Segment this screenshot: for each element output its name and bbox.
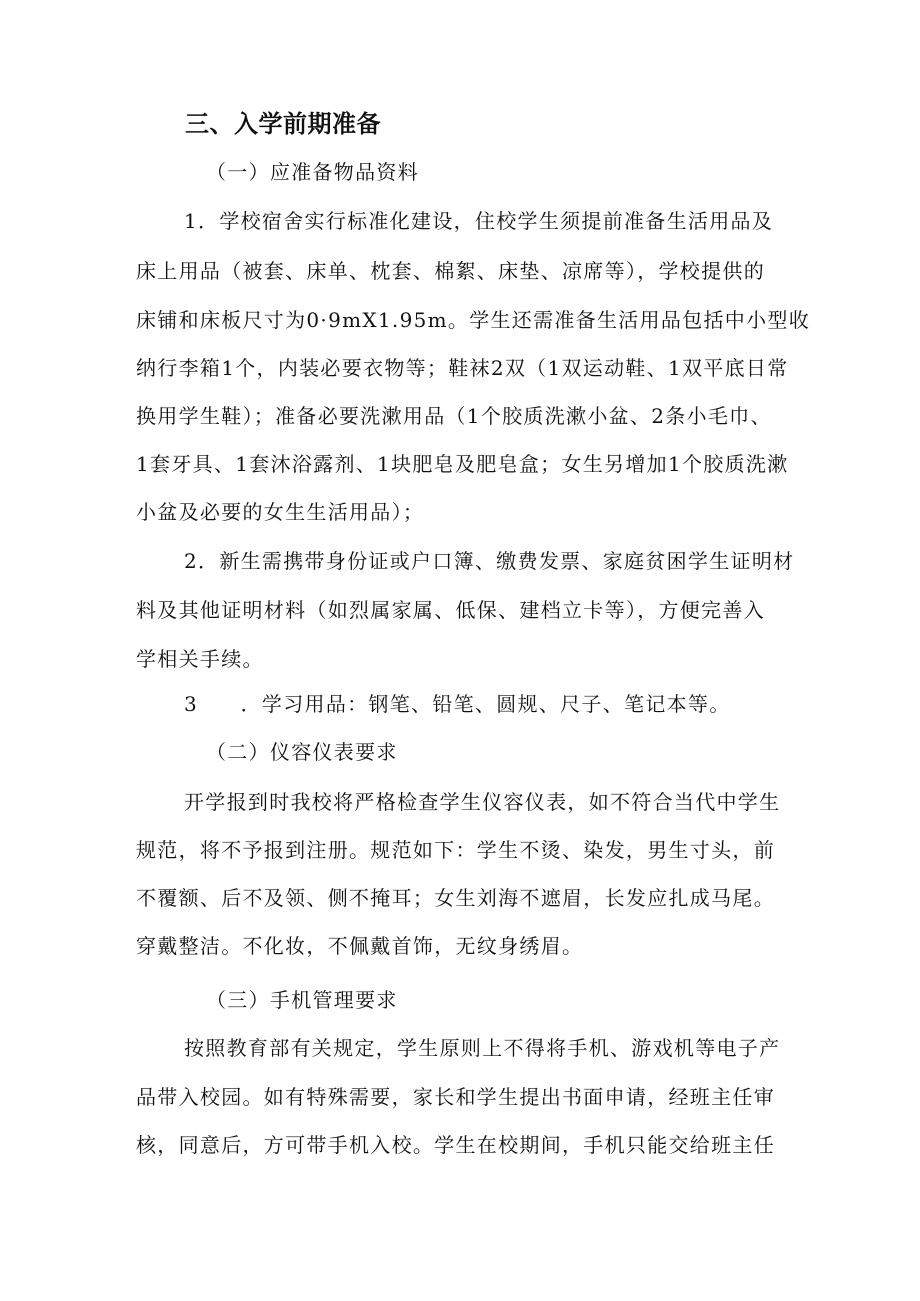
appearance-line-3: 不覆额、后不及领、侧不掩耳；女生刘海不遮眉，长发应扎成马尾。 <box>136 886 775 910</box>
phone-rule-line-3: 核，同意后，方可带手机入校。学生在校期间，手机只能交给班主任 <box>136 1133 775 1157</box>
section-heading: 三、入学前期准备 <box>185 110 381 138</box>
item3-line: 3 ．学习用品：钢笔、铅笔、圆规、尺子、笔记本等。 <box>184 692 731 716</box>
subsection-title-2: （二）仪容仪表要求 <box>206 740 398 764</box>
item2-line-1: 2．新生需携带身份证或户口簿、缴费发票、家庭贫困学生证明材 <box>184 549 795 573</box>
appearance-line-1: 开学报到时我校将严格检查学生仪容仪表，如不符合当代中学生 <box>184 790 781 814</box>
item1-line-5: 换用学生鞋）；准备必要洗漱用品（1个胶质洗漱小盆、2条小毛巾、 <box>136 404 772 428</box>
item1-line-1: 1．学校宿舍实行标准化建设，住校学生须提前准备生活用品及 <box>184 209 774 233</box>
item2-line-2: 料及其他证明材料（如烈属家属、低保、建档立卡等），方便完善入 <box>136 598 765 622</box>
subsection-title-3: （三）手机管理要求 <box>206 988 398 1012</box>
item1-line-6: 1套牙具、1套沐浴露剂、1块肥皂及肥皂盒；女生另增加1个胶质洗漱 <box>136 452 789 476</box>
item2-line-3: 学相关手续。 <box>136 647 264 671</box>
item1-line-7: 小盆及必要的女生生活用品）； <box>136 500 425 524</box>
item1-line-4: 纳行李箱1个，内装必要衣物等；鞋袜2双（1双运动鞋、1双平底日常 <box>136 356 789 380</box>
subsection-title-1: （一）应准备物品资料 <box>206 160 419 184</box>
appearance-line-2: 规范，将不予报到注册。规范如下：学生不烫、染发，男生寸头，前 <box>136 838 775 862</box>
appearance-line-4: 穿戴整洁。不化妆，不佩戴首饰，无纹身绣眉。 <box>136 934 584 958</box>
item1-line-3: 床铺和床板尺寸为0·9mX1.95m。学生还需准备生活用品包括中小型收 <box>136 308 811 332</box>
phone-rule-line-2: 品带入校园。如有特殊需要，家长和学生提出书面申请，经班主任审 <box>136 1085 775 1109</box>
item1-line-2: 床上用品（被套、床单、枕套、棉絮、床垫、凉席等），学校提供的 <box>136 259 765 283</box>
phone-rule-line-1: 按照教育部有关规定，学生原则上不得将手机、游戏机等电子产 <box>184 1036 781 1060</box>
